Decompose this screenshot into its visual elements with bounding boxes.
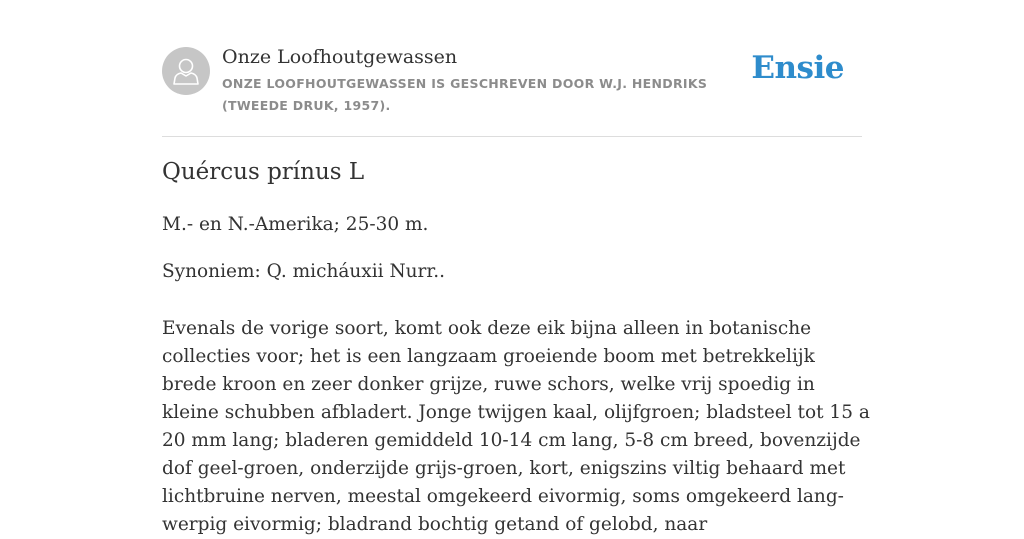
entry-synonyms: Synoniem: Q. micháuxii Nurr.. <box>162 261 445 282</box>
ensie-logo[interactable]: Ensie <box>751 50 844 86</box>
user-placeholder-icon <box>162 47 210 95</box>
entry-title: Quércus prínus L <box>162 159 365 185</box>
entry-distribution: M.- en N.-Amerika; 25-30 m. <box>162 214 429 235</box>
source-header <box>162 44 862 137</box>
entry-description: Evenals de vorige soort, komt ook deze eik bijna alleen in botanische collecties voor; het is een langzaam groeiende boom met betrekkelijk brede kroon en zeer donker grijze, ruwe schors, welke vrij spoedig in kleine schubben afbladert. Jonge twijgen kaal, olijfgroen; bladsteel tot 15 a 20 mm lang; bladeren gemiddeld 10-14 cm lang, 5-8 cm breed, bovenzijde dof geel-groen, onderzijde grijs-groen, kort, enigszins viltig behaard met lichtbruine nerven, meestal omgekeerd eivormig, soms omgekeerd lang-werpig eivormig; bladrand bochtig getand of gelobd, naar <box>162 318 870 535</box>
source-description: ONZE LOOFHOUTGEWASSEN IS GESCHREVEN DOOR W.J. HENDRIKS (TWEEDE DRUK, 1957). <box>222 76 708 113</box>
source-title[interactable]: Onze Loofhoutgewassen <box>222 46 458 68</box>
